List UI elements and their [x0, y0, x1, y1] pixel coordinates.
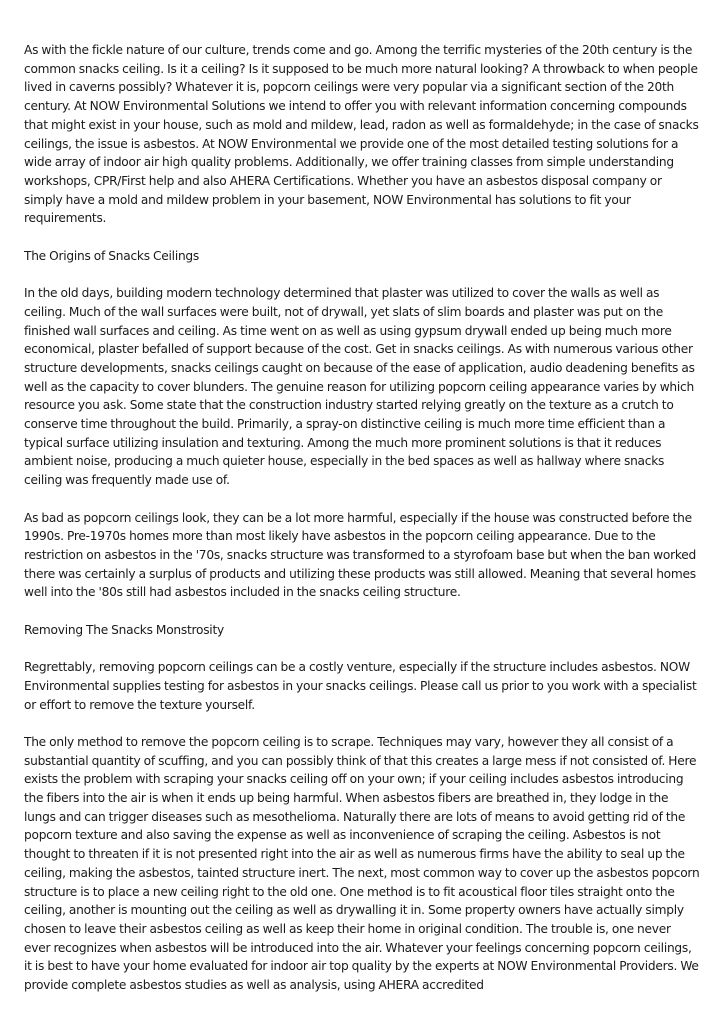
- origins-paragraph-1: In the old days, building modern technology determined that plaster was utilized to cover the walls as well as ceiling. Much of the wall surfaces were built, not of drywall, yet slats of slim boards and plaster was put on the finished wall surfaces and ceiling. As time went on as well as using gypsum drywall ended up being much more economical, plaster befalled of support because of the cost. Get in snacks ceilings. As with numerous various other structure developments, snacks ceilings caught on because of the ease of application, audio deadening benefits as well as the capacity to cover blunders. The genuine reason for utilizing popcorn ceiling appearance varies by which resource you ask. Some state that the construction industry started relying greatly on the texture as a crutch to conserve time throughout the build. Primarily, a spray-on distinctive ceiling is much more time efficient than a typical surface utilizing insulation and texturing. Among the much more prominent solutions is that it reduces ambient noise, producing a much quieter house, especially in the bed spaces as well as hallway where snacks ceiling was frequently made use of.: [24, 286, 695, 488]
- intro-paragraph: As with the fickle nature of our culture, trends come and go. Among the terrific mysteries of the 20th century is the common snacks ceiling. Is it a ceiling? Is it supposed to be much more natural looking? A throwback to when people lived in caverns possibly? Whatever it is, popcorn ceilings were very popular via a significant section of the 20th century. At NOW Environmental Solutions we intend to offer you with relevant information concerning compounds that might exist in your house, such as mold and mildew, lead, radon as well as formaldehyde; in the case of snacks ceilings, the issue is asbestos. At NOW Environmental we provide one of the most detailed testing solutions for a wide array of indoor air high quality problems. Additionally, we offer training classes from simple understanding workshops, CPR/First help and also AHERA Certifications. Whether you have an asbestos disposal company or simply have a mold and mildew problem in your basement, NOW Environmental has solutions to fit your requirements.: [24, 43, 699, 226]
- section-heading-origins: The Origins of Snacks Ceilings: [24, 248, 200, 263]
- section-heading-removing: Removing The Snacks Monstrosity: [24, 622, 224, 637]
- removing-paragraph-1: Regrettably, removing popcorn ceilings can be a costly venture, especially if the structure includes asbestos. NOW Environmental supplies testing for asbestos in your snacks ceilings. Please call us prior to you work with a specialist or effort to remove the texture yourself.: [24, 660, 697, 712]
- origins-paragraph-2: As bad as popcorn ceilings look, they can be a lot more harmful, especially if the house was constructed before the 1990s. Pre-1970s homes more than most likely have asbestos in the popcorn ceiling appearance. Due to the restriction on asbestos in the '70s, snacks structure was transformed to a styrofoam base but when the ban worked there was certainly a surplus of products and utilizing these products was still allowed. Meaning that several homes well into the '80s still had asbestos included in the snacks ceiling structure.: [24, 510, 696, 600]
- removing-paragraph-2: The only method to remove the popcorn ceiling is to scrape. Techniques may vary, however they all consist of a substantial quantity of scuffing, and you can possibly think of that this creates a large mess if not consisted of. Here exists the problem with scraping your snacks ceiling off on your own; if your ceiling includes asbestos introducing the fibers into the air is when it ends up being harmful. When asbestos fibers are breathed in, they lodge in the lungs and can trigger diseases such as mesothelioma. Naturally there are lots of means to avoid getting rid of the popcorn texture and also saving the expense as well as inconvenience of scraping the ceiling. Asbestos is not thought to threaten if it is not presented right into the air as well as numerous firms have the ability to seal up the ceiling, making the asbestos, tainted structure inert. The next, most common way to cover up the asbestos popcorn structure is to place a new ceiling right to the old one. One method is to fit acoustical floor tiles straight onto the ceiling, another is mounting out the ceiling as well as drywalling it in. Some property owners have actually simply chosen to leave their asbestos ceiling as well as keep their home in original condition. The trouble is, one never ever recognizes when asbestos will be introduced into the air. Whatever your feelings concerning popcorn ceilings, it is best to have your home evaluated for indoor air top quality by the experts at NOW Environmental Providers. We provide complete asbestos studies as well as analysis, using AHERA accredited: [24, 734, 700, 993]
- article-body: [24, 41, 700, 1013]
